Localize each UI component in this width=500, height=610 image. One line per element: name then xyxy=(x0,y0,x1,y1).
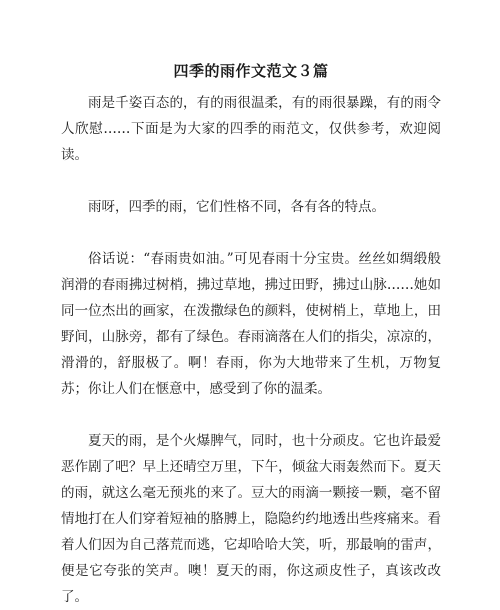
paragraph-spring-rain: 俗话说：“春雨贵如油。”可见春雨十分宝贵。丝丝如绸缎般润滑的春雨拂过树梢，拂过草地，拂过田野，拂过山脉……她如同一位杰出的画家，在泼撒绿色的颜料，使树梢上，草地上，田野间，山脉旁，都有了绿色。春雨滴落在人们的指尖，凉凉的，滑滑的，舒服极了。啊！春雨，你为大地带来了生机，万物复苏；你让人们在惬意中，感受到了你的温柔。 xyxy=(61,251,441,397)
document-page xyxy=(61,60,441,610)
paragraph-spacer xyxy=(61,168,441,194)
paragraph-summer-rain: 夏天的雨，是个火爆脾气，同时，也十分顽皮。它也许最爱恶作剧了吧？早上还晴空万里，下午，倾盆大雨轰然而下。夏天的雨，就这么毫无预兆的来了。豆大的雨滴一颗接一颗，毫不留情地打在人们穿着短袖的胳膊上，隐隐约约地透出些疼痛来。看着人们因为自己落荒而逃，它却哈哈大笑，听，那最响的雷声，便是它夸张的笑声。噢！夏天的雨，你这顽皮性子，真该改改了。 xyxy=(61,433,441,605)
paragraph-intro: 雨是千姿百态的，有的雨很温柔，有的雨很暴躁，有的雨令人欣慰……下面是为大家的四季的雨范文，仅供参考，欢迎阅读。 xyxy=(61,95,441,163)
paragraph-spacer xyxy=(61,402,441,428)
document-title: 四季的雨作文范文３篇 xyxy=(173,62,329,80)
paragraph-overview: 雨呀，四季的雨，它们性格不同，各有各的特点。 xyxy=(88,199,385,215)
paragraph-spacer xyxy=(61,220,441,246)
